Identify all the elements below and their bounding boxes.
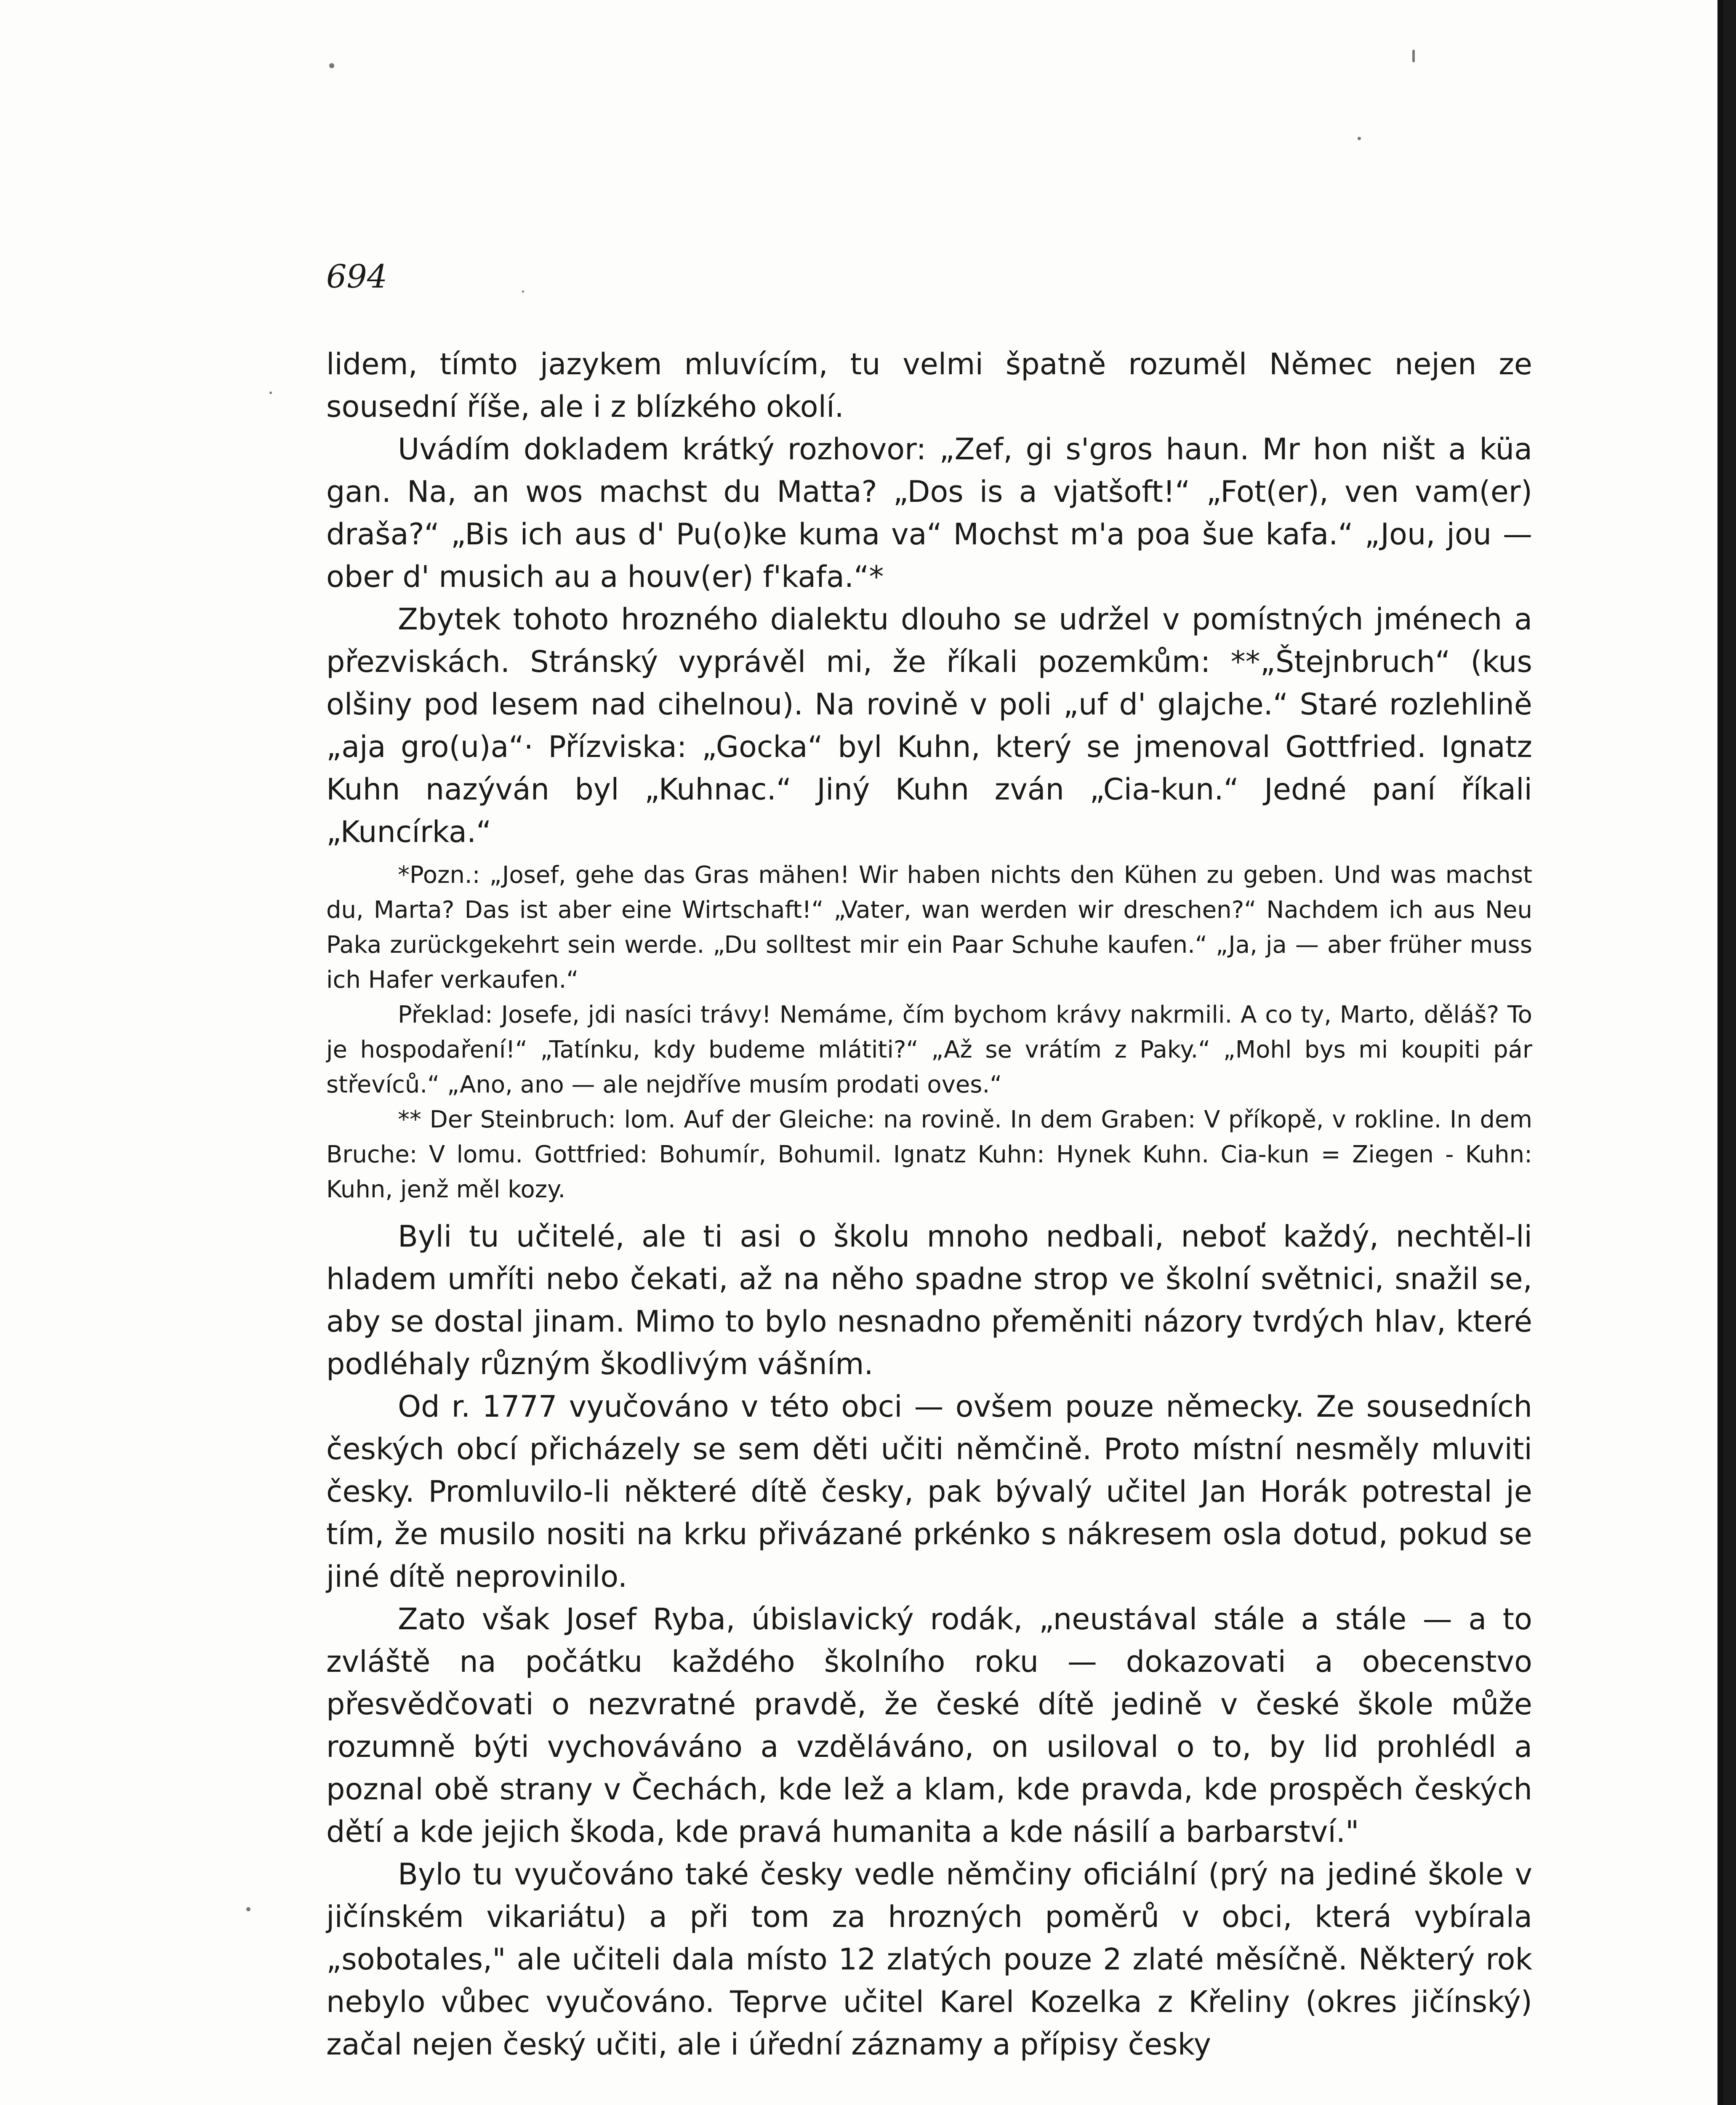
- print-speck: [522, 290, 524, 293]
- print-speck: [1358, 137, 1361, 140]
- footnotes: [326, 858, 1532, 1207]
- paragraph: Zbytek tohoto hrozného dialektu dlouho se udržel v pomístných jménech a přezviskách. Stránský vyprávěl mi, že říkali pozemkům: **„Štejnbruch“ (kus olšiny pod lesem nad cihelnou). Na rovině v poli „uf d' glajche.“ Staré rozlehlině „aja gro(u)a“· Přízviska: „Gocka“ byl Kuhn, který se jmenoval Gottfried. Ignatz Kuhn nazýván byl „Kuhnac.“ Jiný Kuhn zván „Cia-kun.“ Jedné paní říkali „Kuncírka.“: [326, 602, 1532, 849]
- page-number: 694: [326, 258, 388, 295]
- footnote-translation: Překlad: Josefe, jdi nasíci trávy! Nemáme, čím bychom krávy nakrmili. A co ty, Marto, děláš? To je hospodaření!“ „Tatínku, kdy budeme mlátiti?“ „Až se vrátím z Paky.“ „Mohl bys mi koupiti pár střevíců.“ „Ano, ano — ale nejdříve musím prodati oves.“: [326, 1001, 1532, 1098]
- paragraph: Uvádím dokladem krátký rozhovor: „Zef, gi s'gros haun. Mr hon ništ a küa gan. Na, an wos machst du Matta? „Dos is a vjatšoft!“ „Fot(er), ven vam(er) draša?“ „Bis ich aus d' Pu(o)ke kuma va“ Mochst m'a poa šue kafa.“ „Jou, jou — ober d' musich au a houv(er) f'kafa.“*: [326, 432, 1532, 594]
- print-speck: [246, 1907, 250, 1911]
- paragraph: lidem, tímto jazykem mluvícím, tu velmi špatně rozuměl Němec nejen ze sousední říše, ale i z blízkého okolí.: [326, 347, 1532, 424]
- print-speck: [329, 63, 334, 68]
- paragraph: Byli tu učitelé, ale ti asi o školu mnoho nedbali, neboť každý, nechtěl-li hladem umříti nebo čekati, až na něho spadne strop ve školní světnici, snažil se, aby se dostal jinam. Mimo to bylo nesnadno přeměniti názory tvrdých hlav, které podléhaly různým škodlivým vášním.: [326, 1219, 1532, 1381]
- print-speck: [269, 392, 272, 394]
- print-speck: [1412, 50, 1415, 62]
- paragraph: Zato však Josef Ryba, úbislavický rodák, „neustával stále a stále — a to zvláště na počátku každého školního roku — dokazovati a obecenstvo přesvědčovati o nezvratné pravdě, že české dítě jedině v české škole může rozumně býti vychováváno a vzděláváno, on usiloval o to, by lid prohlédl a poznal obě strany v Čechách, kde lež a klam, kde pravda, kde prospěch českých dětí a kde jejich škoda, kde pravá humanita a kde násilí a barbarství.": [326, 1602, 1532, 1849]
- paragraph: Bylo tu vyučováno také česky vedle němčiny oficiální (prý na jediné škole v jičínském vikariátu) a při tom za hrozných poměrů v obci, která vybírala „sobotales," ale učiteli dala místo 12 zlatých pouze 2 zlaté měsíčně. Některý rok nebylo vůbec vyučováno. Teprve učitel Karel Kozelka z Křeliny (okres jičínský) začal nejen český učiti, ale i úřední záznamy a přípisy česky: [326, 1857, 1532, 2062]
- footnote: ** Der Steinbruch: lom. Auf der Gleiche: na rovině. In dem Graben: V příkopě, v rokline. In dem Bruche: V lomu. Gottfried: Bohumír, Bohumil. Ignatz Kuhn: Hynek Kuhn. Cia-kun = Ziegen - Kuhn: Kuhn, jenž měl kozy.: [326, 1106, 1532, 1203]
- footnote: *Pozn.: „Josef, gehe das Gras mähen! Wir haben nichts den Kühen zu geben. Und was machst du, Marta? Das ist aber eine Wirtschaft!“ „Vater, wan werden wir dreschen?“ Nachdem ich aus Neu Paka zurückgekehrt sein werde. „Du solltest mir ein Paar Schuhe kaufen.“ „Ja, ja — aber früher muss ich Hafer verkaufen.“: [326, 861, 1532, 994]
- main-text: [326, 343, 1532, 2066]
- paragraph: Od r. 1777 vyučováno v této obci — ovšem pouze německy. Ze sousedních českých obcí přicházely se sem děti učiti němčině. Proto místní nesměly mluviti česky. Promluvilo-li některé dítě česky, pak bývalý učitel Jan Horák potrestal je tím, že musilo nositi na krku přivázané prkénko s nákresem osla dotud, pokud se jiné dítě neprovinilo.: [326, 1389, 1532, 1594]
